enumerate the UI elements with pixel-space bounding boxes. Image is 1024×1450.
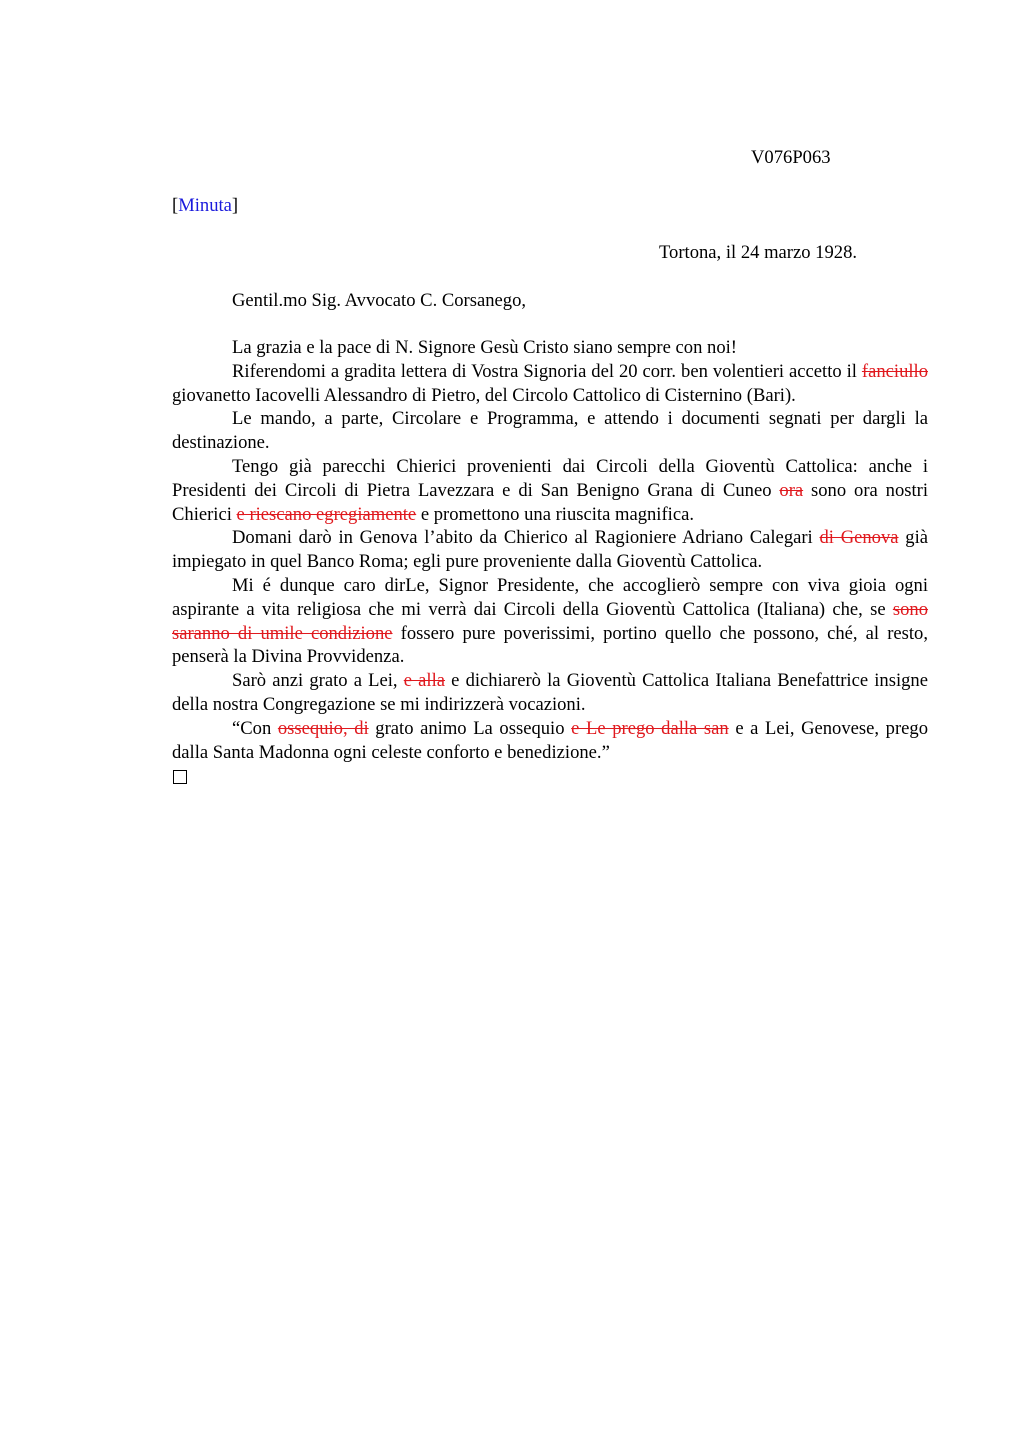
letter-body	[172, 336, 928, 784]
paragraph-calegari	[172, 526, 928, 574]
deleted-text: e Le prego dalla san	[571, 717, 729, 739]
text-run: e dichiarerò la Gioventù Cattolica Italiana Benefattrice insigne della nostra Congregazione se mi indirizzerà vocazioni.	[172, 670, 928, 715]
paragraph-aspirants	[172, 574, 928, 669]
deleted-text: e alla	[403, 670, 446, 692]
document-id: V076P063	[751, 147, 831, 168]
minuta-link[interactable]: Minuta	[178, 195, 232, 216]
paragraph-documents	[172, 407, 928, 455]
paragraph-closing	[172, 717, 928, 765]
deleted-text: e riescano egregiamente	[236, 503, 417, 525]
text-run: Le mando, a parte, Circolare e Programma, e attendo i documenti segnati per dargli la destinazione.	[172, 408, 928, 454]
empty-square-icon	[173, 770, 187, 784]
bracket-open: [	[172, 195, 179, 216]
text-run: Domani darò in Genova l’abito da Chierico al Ragioniere Adriano Calegari	[232, 527, 820, 549]
text-run: “Con	[232, 717, 278, 739]
text-run: e a Lei, Genovese, prego dalla Santa Madonna ogni celeste conforto e benedizione.”	[172, 717, 928, 763]
date-line: Tortona, il 24 marzo 1928.	[659, 242, 858, 263]
deleted-text: di Genova	[819, 527, 899, 549]
text-run: Tengo già parecchi Chierici provenienti dai Circoli della Gioventù Cattolica: anche i Presidenti dei Circoli di Pietra Lavezzara e di San Benigno Grana di Cuneo	[172, 455, 928, 501]
paragraph-greeting	[172, 336, 928, 360]
text-run: sono ora nostri Chierici	[172, 479, 928, 525]
salutation: Gentil.mo Sig. Avvocato C. Corsanego,	[232, 290, 527, 311]
text-run: giovanetto Iacovelli Alessandro di Pietro, del Circolo Cattolico di Cisternino (Bari).	[172, 384, 796, 406]
text-run: fossero pure poverissimi, portino quello che possono, ché, al resto, penserà la Divina Provvidenza.	[172, 622, 928, 668]
bracket-close: ]	[231, 195, 239, 216]
deleted-text: ora	[779, 479, 804, 501]
paragraph-gratitude	[172, 669, 928, 717]
paragraph-acceptance	[172, 360, 928, 408]
text-run: già impiegato in quel Banco Roma; egli pure proveniente dalla Gioventù Cattolica.	[172, 527, 928, 573]
text-run: grato animo La ossequio	[368, 717, 572, 739]
deleted-text: fanciullo	[861, 360, 928, 382]
paragraph-clerics	[172, 455, 928, 526]
text-run: Riferendomi a gradita lettera di Vostra Signoria del 20 corr. ben volentieri accetto il	[232, 360, 862, 382]
minuta-label	[172, 194, 238, 218]
text-run: e promettono una riuscita magnifica.	[416, 503, 694, 525]
deleted-text: sono saranno di umile condizione	[172, 598, 928, 644]
deleted-text: ossequio, di	[277, 717, 369, 739]
text-run: Mi é dunque caro dirLe, Signor Presidente, che accoglierò sempre con viva gioia ogni aspirante a vita religiosa che mi verrà dai Circoli della Gioventù Cattolica (Italiana) che, se	[172, 574, 928, 620]
text-run: Sarò anzi grato a Lei,	[232, 670, 404, 692]
text-run: La grazia e la pace di N. Signore Gesù Cristo siano sempre con noi!	[232, 337, 737, 358]
